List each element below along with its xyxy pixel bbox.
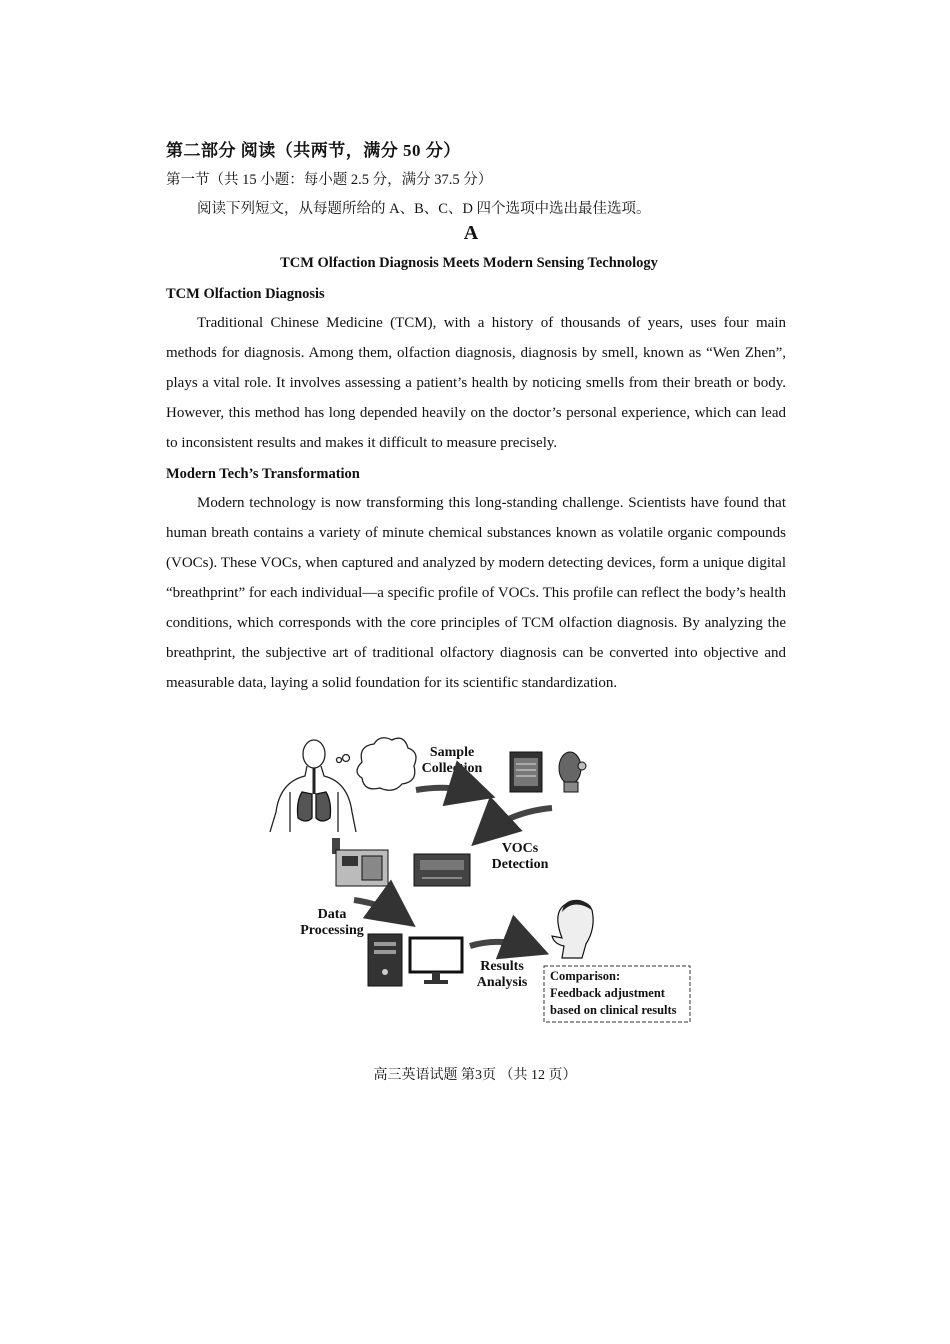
paragraph-tcm: Traditional Chinese Medicine (TCM), with a history of thousands of years, uses four main methods for diagnosis. Among them, olfaction diagnosis, diagnosis by smell, known as “Wen Zhen”, plays a vital role. It involves assessing a patient’s health by noticing smells from their breath or body. However, this method has long depended heavily on the doctor’s personal experience, which can lead to inconsistent results and makes it difficult to measure precisely. (166, 315, 786, 451)
voc-detector-icon (414, 854, 470, 886)
label-data-processing-line2: Processing (300, 923, 364, 938)
label-results-analysis-line1: Results (480, 959, 524, 974)
label-data-processing-line1: Data (317, 907, 347, 922)
section-heading-modern-tech: Modern Tech’s Transformation (166, 466, 360, 482)
arrow-to-collection (416, 788, 484, 794)
gas-chromatograph-icon (332, 838, 388, 886)
paragraph-modern-tech: Modern technology is now transforming this long-standing challenge. Scientists have found that human breath contains a variety of minute chemical substances known as volatile organic compounds (VOCs). These VOCs, when captured and analyzed by modern detecting devices, form a unique digital “breathprint” for each individual—a specific profile of VOCs. This profile can reflect the body’s health conditions, which corresponds with the core principles of TCM olfaction diagnosis. By analyzing the breathprint, the subjective art of traditional olfactory diagnosis can be converted into objective and measurable data, laying a solid foundation for its scientific standardization. (166, 495, 786, 691)
comparison-line1: Comparison: (550, 969, 621, 983)
arrow-to-detection (480, 808, 552, 838)
label-sample-collection-line1: Sample (429, 745, 475, 760)
page-footer: 高三英语试题 第3页 （共 12 页） (373, 1068, 577, 1083)
label-vocs-detection-line1: VOCs (501, 841, 539, 856)
sample-bag-icon (510, 752, 542, 792)
comparison-line3: based on clinical results (550, 1003, 677, 1017)
comparison-line2: Feedback adjustment (550, 986, 665, 1000)
breathprint-process-diagram (262, 732, 700, 1032)
part-title: 第二部分 阅读（共两节，满分 50 分） (166, 141, 461, 160)
section-line: 第一节（共 15 小题：每小题 2.5 分，满分 37.5 分） (166, 172, 493, 188)
breath-collector-icon (559, 752, 586, 792)
label-vocs-detection-line2: Detection (491, 857, 549, 872)
label-results-analysis-line2: Analysis (476, 975, 528, 990)
label-sample-collection-line2: Collection (421, 761, 483, 776)
instruction: 阅读下列短文，从每题所给的 A、B、C、D 四个选项中选出最佳选项。 (197, 201, 651, 217)
arrow-to-processing (354, 900, 406, 920)
human-respiratory-illustration (270, 740, 356, 832)
section-heading-tcm: TCM Olfaction Diagnosis (166, 286, 325, 302)
monitor-icon (410, 938, 462, 984)
passage-title: TCM Olfaction Diagnosis Meets Modern Sensing Technology (280, 255, 658, 271)
breath-cloud (357, 738, 416, 791)
patient-face-icon (552, 900, 593, 958)
computer-tower-icon (368, 934, 402, 986)
arrow-to-analysis (470, 942, 538, 950)
passage-letter: A (463, 222, 479, 244)
